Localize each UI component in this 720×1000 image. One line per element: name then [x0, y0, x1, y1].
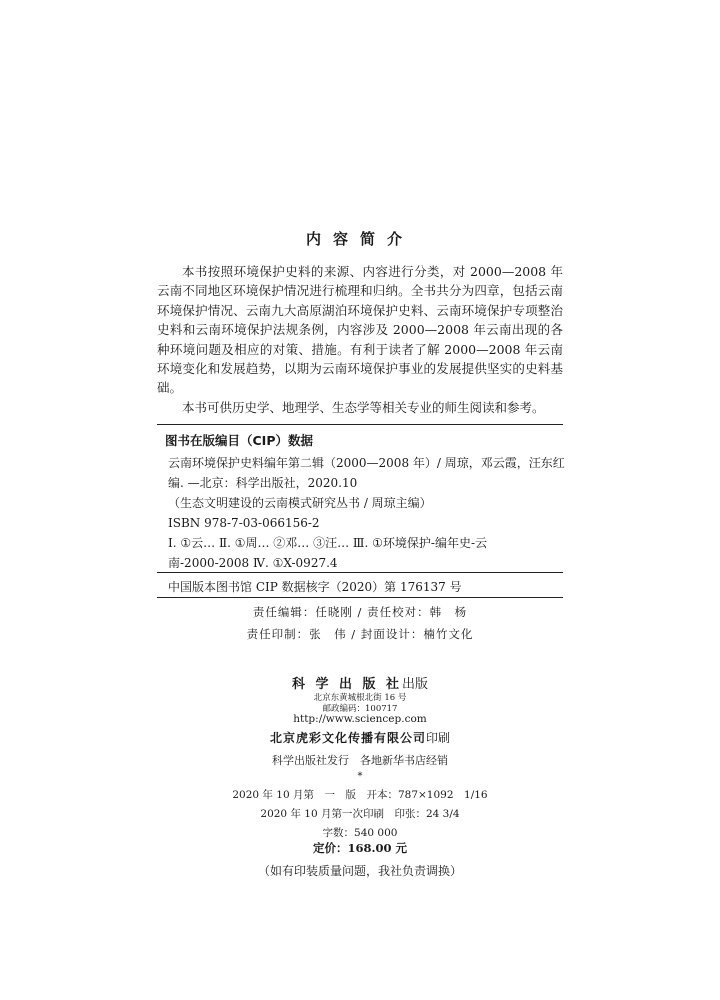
production-credits: 责任印制：张 伟 / 封面设计：楠竹文化 [246, 627, 474, 641]
quality-note: （如有印装质量问题，我社负责调换） [257, 864, 462, 878]
cip-verification: 中国版本图书馆 CIP 数据核字（2020）第 176137 号 [168, 580, 462, 594]
summary-paragraph: 本书可供历史学、地理学、生态学等相关专业的师生阅读和参考。 [182, 399, 545, 415]
edition-line: 2020 年 10 月第 一 版 开本：787×1092 1/16 [232, 789, 488, 801]
cip-line: 云南环境保护史料编年第二辑（2000—2008 年）/ 周琼，邓云霞，汪东红 [168, 456, 565, 470]
divider [157, 424, 563, 425]
summary-paragraph: 本书按照环境保护史料的来源、内容进行分类，对 2000—2008 年云南不同地区环境保护情况进行梳理和归纳。全书共分为四章，包括云南环境保护情况、云南九大高原湖泊环境保护史料、云南环境保护专项整治史料和云南环境保护法规条例，内容涉及 2000—2008 年云南出现的各种环境问题及相应的对策、措施。有利于读者了解 2000—2008 年云南环境变化和发展趋势，以期为云南环境保护事业的发展提供坚实的史料基础。 [157, 264, 563, 396]
publisher-line [0, 673, 720, 692]
printer-suffix: 印刷 [426, 731, 451, 745]
divider [157, 572, 563, 573]
divider [157, 597, 563, 598]
cip-line: ISBN 978-7-03-066156-2 [168, 516, 320, 530]
summary-body [157, 262, 563, 417]
publisher-suffix: 出版 [402, 677, 429, 692]
separator-star: * [357, 771, 363, 782]
cip-line: 编. —北京：科学出版社，2020.10 [168, 476, 358, 490]
cip-line: Ⅰ. ①云… Ⅱ. ①周… ②邓… ③汪… Ⅲ. ①环境保护-编年史-云 [168, 536, 487, 550]
price: 定价：168.00 元 [312, 841, 407, 855]
printer-name: 北京虎彩文化传播有限公司 [269, 731, 426, 745]
publisher-address: 北京东黄城根北街 16 号 [313, 693, 407, 703]
publisher-website: http://www.sciencep.com [293, 713, 427, 725]
cip-heading: 图书在版编目（CIP）数据 [165, 433, 313, 448]
printer-line [0, 729, 720, 746]
cip-record [168, 453, 563, 573]
cip-line: （生态文明建设的云南模式研究丛书 / 周琼主编） [168, 496, 432, 510]
word-count: 字数：540 000 [322, 827, 398, 839]
publisher-postcode: 邮政编码：100717 [322, 704, 398, 714]
publisher-name: 科 学 出 版 社 [291, 677, 403, 692]
printing-line: 2020 年 10 月第一次印刷 印张：24 3/4 [260, 808, 460, 820]
summary-title: 内容简介 [305, 230, 414, 248]
distributor-line: 科学出版社发行 各地新华书店经销 [272, 754, 448, 767]
cip-line: 南-2000-2008 Ⅳ. ①X-0927.4 [168, 556, 338, 570]
editor-credits: 责任编辑：任晓刚 / 责任校对：韩 杨 [252, 605, 468, 619]
